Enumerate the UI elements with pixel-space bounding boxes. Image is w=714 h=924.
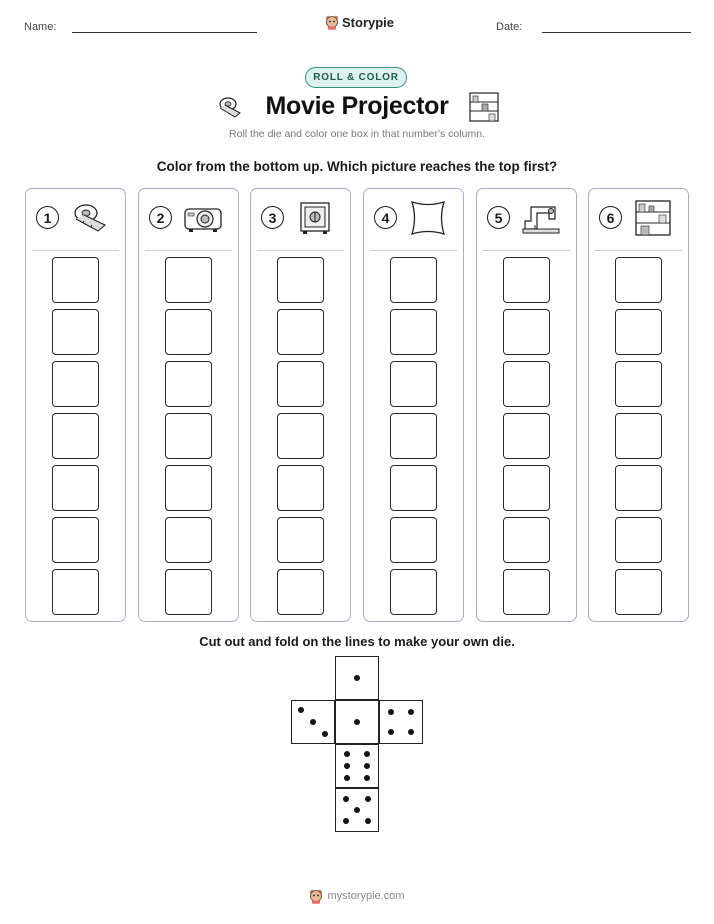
die-pip: [364, 763, 370, 769]
color-box[interactable]: [165, 361, 212, 407]
color-box[interactable]: [503, 517, 550, 563]
pillow-icon: [408, 199, 448, 237]
name-label: Name:: [24, 21, 57, 33]
color-box[interactable]: [615, 465, 662, 511]
die-pip: [354, 807, 360, 813]
column-divider: [32, 250, 119, 251]
die-pip: [298, 707, 304, 713]
footer: [0, 888, 714, 904]
color-box[interactable]: [277, 465, 324, 511]
die-pip: [322, 731, 328, 737]
column-divider: [595, 250, 682, 251]
shelf-icon: [469, 92, 499, 122]
color-box[interactable]: [390, 517, 437, 563]
color-box[interactable]: [503, 361, 550, 407]
column-number: 2: [149, 206, 172, 229]
column-4: [363, 188, 464, 622]
die-pip: [364, 751, 370, 757]
color-box[interactable]: [615, 413, 662, 459]
die-pip: [344, 751, 350, 757]
color-box[interactable]: [615, 569, 662, 615]
storypie-mascot-icon: [325, 14, 339, 30]
sewing-machine-icon: [521, 199, 561, 237]
name-line[interactable]: [72, 32, 257, 33]
die-pip: [364, 775, 370, 781]
column-divider: [257, 250, 344, 251]
brand-name: Storypie: [342, 14, 395, 30]
die-pip: [388, 729, 394, 735]
color-box[interactable]: [277, 413, 324, 459]
page-title: Movie Projector: [265, 92, 449, 120]
column-number: 6: [599, 206, 622, 229]
color-box[interactable]: [615, 309, 662, 355]
color-box[interactable]: [390, 257, 437, 303]
color-box[interactable]: [615, 517, 662, 563]
color-box[interactable]: [277, 569, 324, 615]
column-number: 3: [261, 206, 284, 229]
color-box[interactable]: [390, 465, 437, 511]
die-face-4: [379, 700, 423, 744]
die-instruction: Cut out and fold on the lines to make your own die.: [199, 634, 515, 649]
column-5: [476, 188, 577, 622]
die-pip: [343, 818, 349, 824]
color-box[interactable]: [390, 569, 437, 615]
die-face-1: [335, 700, 379, 744]
color-box[interactable]: [165, 465, 212, 511]
color-box[interactable]: [390, 361, 437, 407]
die-pip: [310, 719, 316, 725]
die-pip: [354, 719, 360, 725]
color-box[interactable]: [165, 413, 212, 459]
storypie-mascot-icon: [309, 888, 323, 904]
safe-icon: [295, 199, 335, 237]
die-pip: [408, 729, 414, 735]
brand-logo: [325, 14, 394, 30]
activity-badge: ROLL & COLOR: [305, 67, 407, 88]
subtitle: Roll the die and color one box in that number's column.: [229, 128, 485, 140]
column-number: 5: [487, 206, 510, 229]
instruction: Color from the bottom up. Which picture reaches the top first?: [156, 159, 558, 174]
column-number: 4: [374, 206, 397, 229]
color-box[interactable]: [52, 413, 99, 459]
die-face-3: [291, 700, 335, 744]
color-box[interactable]: [52, 361, 99, 407]
color-box[interactable]: [390, 413, 437, 459]
color-box[interactable]: [277, 309, 324, 355]
color-box[interactable]: [165, 517, 212, 563]
column-divider: [483, 250, 570, 251]
color-box[interactable]: [277, 517, 324, 563]
die-pip: [343, 796, 349, 802]
die-pip: [408, 709, 414, 715]
color-box[interactable]: [390, 309, 437, 355]
color-box[interactable]: [52, 569, 99, 615]
die-pip: [344, 775, 350, 781]
die-pip: [365, 796, 371, 802]
color-box[interactable]: [52, 465, 99, 511]
color-box[interactable]: [503, 257, 550, 303]
die-face-6: [335, 744, 379, 788]
color-box[interactable]: [503, 569, 550, 615]
column-2: [138, 188, 239, 622]
column-divider: [145, 250, 232, 251]
projector-icon: [183, 199, 223, 237]
color-box[interactable]: [615, 257, 662, 303]
color-box[interactable]: [503, 309, 550, 355]
date-line[interactable]: [542, 32, 691, 33]
shelf-icon: [633, 199, 673, 237]
color-box[interactable]: [503, 413, 550, 459]
column-6: [588, 188, 689, 622]
film-reel-icon: [70, 199, 110, 237]
column-number: 1: [36, 206, 59, 229]
die-face-1: [335, 656, 379, 700]
color-box[interactable]: [165, 257, 212, 303]
column-3: [250, 188, 351, 622]
color-box[interactable]: [52, 257, 99, 303]
color-box[interactable]: [165, 569, 212, 615]
color-box[interactable]: [277, 361, 324, 407]
column-1: [25, 188, 126, 622]
die-pip: [354, 675, 360, 681]
column-divider: [370, 250, 457, 251]
date-label: Date:: [496, 21, 523, 33]
color-box[interactable]: [165, 309, 212, 355]
footer-url: mystorypie.com: [327, 890, 405, 902]
die-pip: [365, 818, 371, 824]
die-pip: [388, 709, 394, 715]
color-box[interactable]: [503, 465, 550, 511]
color-box[interactable]: [277, 257, 324, 303]
color-box[interactable]: [52, 517, 99, 563]
die-pip: [344, 763, 350, 769]
color-box[interactable]: [615, 361, 662, 407]
die-face-5: [335, 788, 379, 832]
color-box[interactable]: [52, 309, 99, 355]
